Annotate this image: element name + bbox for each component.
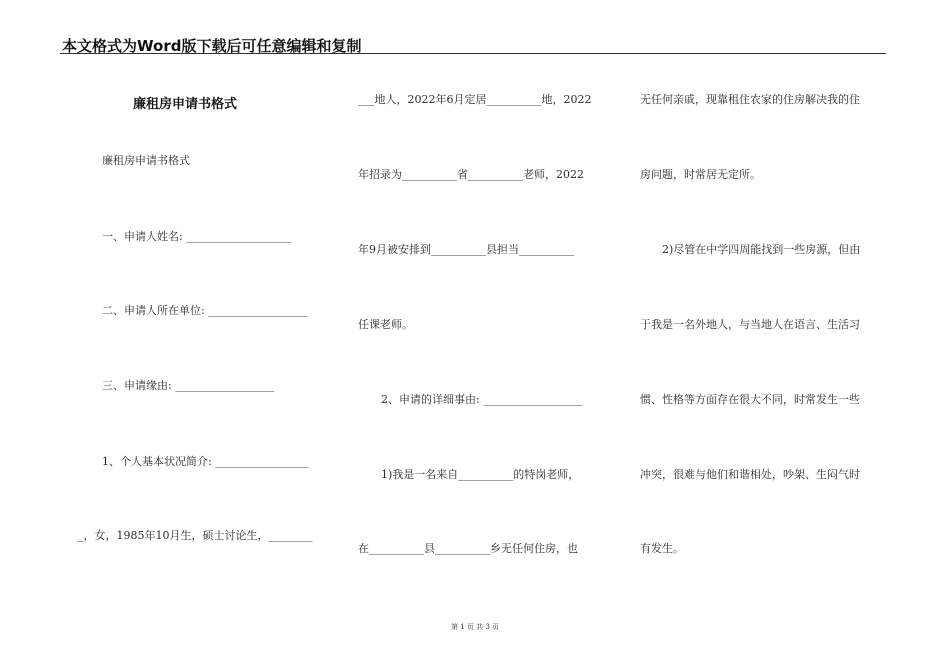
page-banner: 本文格式为Word版下载后可任意编辑和复制 (62, 37, 362, 55)
column3-line: 2)尽管在中学四周能找到一些房源，但由 (662, 243, 861, 256)
column3-line: 惯、性格等方面存在很大不同，时常发生一些 (640, 393, 860, 406)
column1-line: 二、申请人所在单位: __________________ (102, 304, 308, 317)
document-title: 廉租房申请书格式 (133, 97, 238, 112)
column2-line: 年招录为__________省__________老师，2022 (358, 168, 584, 181)
column3-line: 有发生。 (640, 542, 684, 555)
column2-line: 年9月被安排到__________县担当__________ (358, 243, 574, 256)
column1-line: _，女，1985年10月生，硕士讨论生，________ (78, 529, 313, 542)
column3-line: 冲突，很难与他们和谐相处，吵架、生闷气时 (640, 468, 860, 481)
column2-line: 1)我是一名来自__________的特岗老师， (381, 468, 580, 481)
page-indicator: 第 1 页 共 3 页 (450, 623, 500, 631)
column3-line: 房问题，时常居无定所。 (640, 168, 761, 181)
column2-line: 2、申请的详细事由: __________________ (381, 393, 583, 406)
header-divider (60, 53, 886, 54)
column1-line: 三、申请缘由: __________________ (102, 379, 275, 392)
column2-line: 在__________县__________乡无任何住房，也 (358, 542, 578, 555)
column3-line: 无任何亲戚，现靠租住农家的住房解决我的住 (640, 93, 860, 106)
column1-line: 1、个人基本状况简介: _________________ (102, 455, 309, 468)
column3-line: 于我是一名外地人，与当地人在语言、生活习 (640, 318, 860, 331)
column2-line: 任课老师。 (358, 318, 413, 331)
column1-line: 廉租房申请书格式 (102, 154, 190, 167)
column1-line: 一、申请人姓名: ___________________ (102, 230, 291, 243)
column2-line: ___地人，2022年6月定居__________地，2022 (358, 93, 592, 106)
